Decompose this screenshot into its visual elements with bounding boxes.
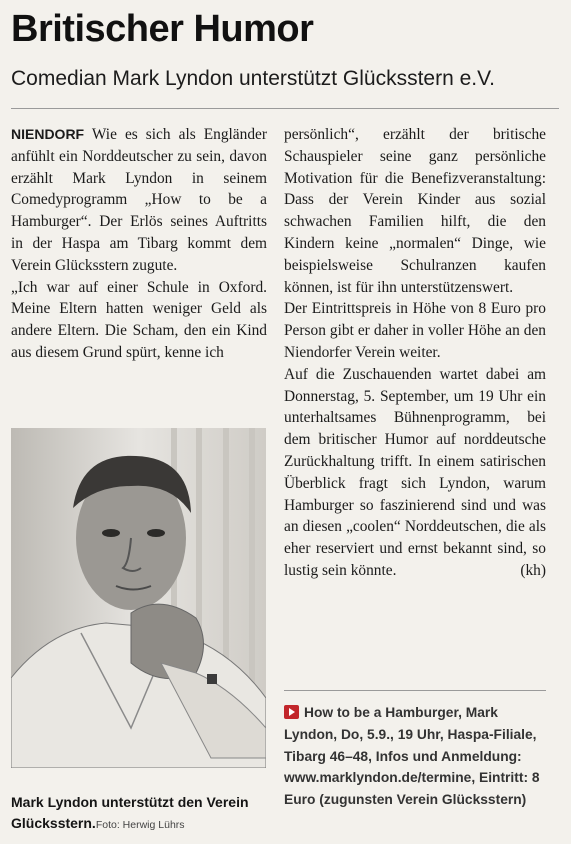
photo-credit: Foto: Herwig Lührs [95,819,185,831]
paragraph: „Ich war auf einer Schule in Oxford. Meine Eltern hatten weniger Geld als andere Eltern. Die Scham, den ein Kind aus diesem Grund spürt, kenne ich [11,278,267,361]
info-rule [284,690,546,691]
dateline: NIENDORF [11,126,85,142]
paragraph-text: Wie es sich als Engländer anfühlt ein Norddeutscher zu sein, davon erzählt Mark Lyndon in seinem Comedyprogramm „How to be a Hamburger“. Der Erlös seines Auftritts in der Haspa am Tibarg kommt dem Verein Glücksstern zugute. [11,126,267,274]
headline-rule [11,108,559,109]
paragraph [284,364,546,582]
arrow-right-icon [284,705,299,719]
event-info-text: How to be a Hamburger, Mark Lyndon, Do, 5.9., 19 Uhr, Haspa-Filiale, Tibarg 46–48, Infos und Anmeldung: www.marklyndon.de/termine, Eintritt: 8 Euro (zugunsten Verein Glücksstern) [284,705,540,808]
article-column-1 [11,124,267,364]
paragraph: Der Eintrittspreis in Höhe von 8 Euro pro Person gibt er daher in voller Höhe an den Niendorfer Verein weiter. [284,300,546,361]
paragraph: persönlich“, erzählt der britische Schauspieler seine ganz persönliche Motivation für die Benefizveranstaltung: Dass der Verein Kinder aus sozial schwachen Familien hilft, die den Kindern keine „normalen“ Dinge, wie beispielsweise Schulranzen kaufen können, ist für ihn unterstützenswert. [284,126,546,296]
subheadline: Comedian Mark Lyndon unterstützt Glücksstern e.V. [11,67,496,90]
portrait-photo [11,428,266,768]
caption-text: Mark Lyndon unterstützt den Verein Glücksstern. [11,794,249,831]
author-signature: (kh) [520,561,546,579]
photo-caption [11,792,273,836]
event-info-box [284,702,546,811]
paragraph [11,124,267,277]
headline: Britischer Humor [11,8,314,50]
article-column-2 [284,124,546,582]
portrait-image [11,428,266,768]
paragraph-text: Auf die Zuschauenden wartet dabei am Donnerstag, 5. September, um 19 Uhr ein unterhaltsames Bühnenprogramm, bei dem britischer Humor auf norddeutsche Zurückhaltung trifft. In einem satirischen Überblick fragt sich Lyndon, warum Hamburger so faszinierend sind und was an diesen „coolen“ Norddeutschen, die als eher reserviert und ernst bekannt sind, so lustig sein könnte. [284,365,546,579]
